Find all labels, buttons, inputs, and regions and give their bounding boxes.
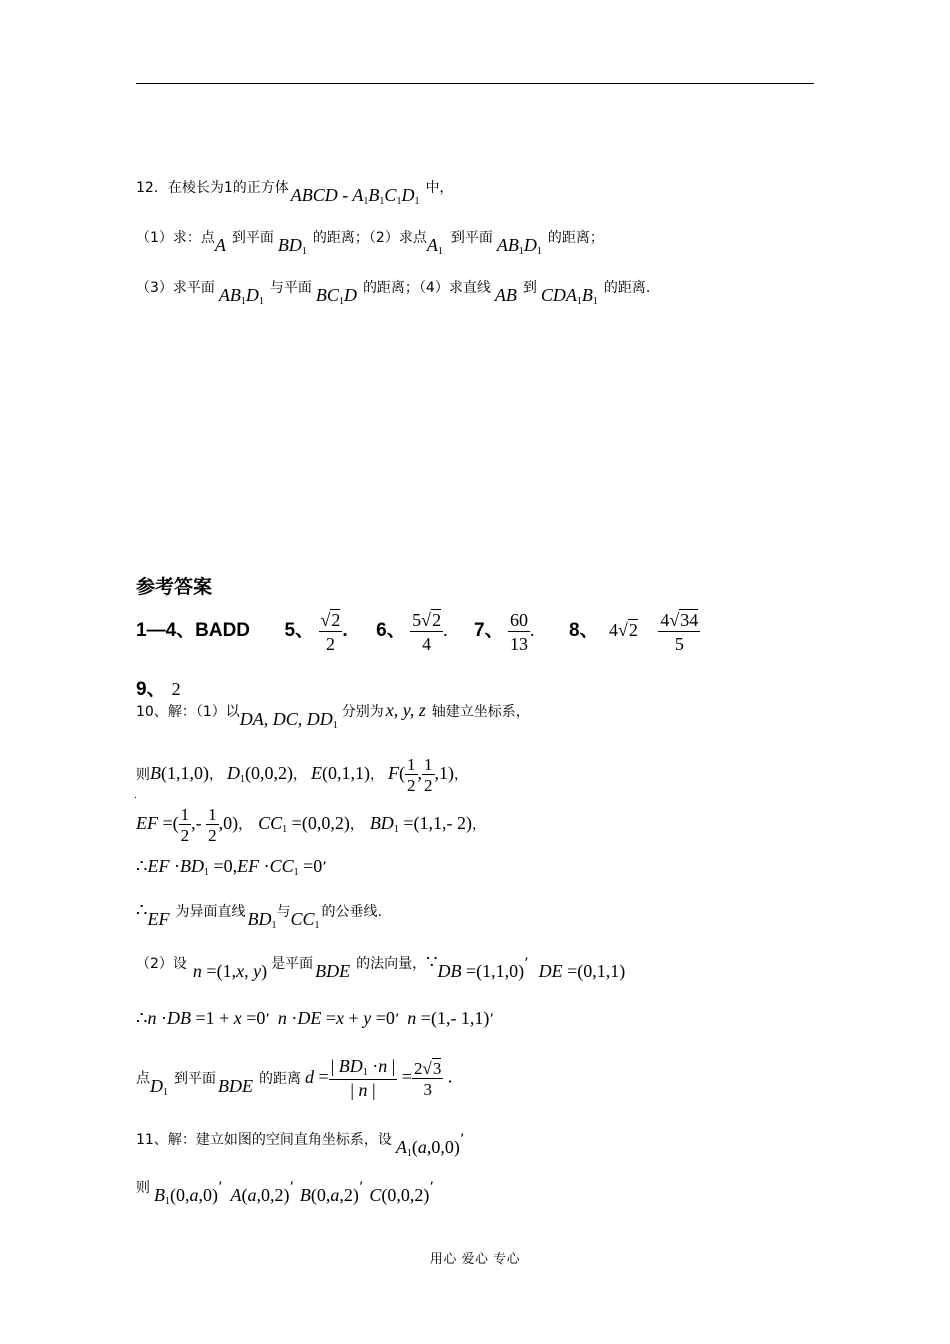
- q10-line1: 10、解：（1）以DA, DC, DD1分别为 x, y, z 轴建立坐标系，: [136, 700, 530, 731]
- q12-line3: （3）求平面 AB1D1与平面 BC1D 的距离；（4）求直线 AB 到 CDA1B1的距离.: [136, 280, 651, 307]
- q11-line1: 11、解：建立如图的空间直角坐标系，设 A1(a,0,0)’: [136, 1132, 465, 1159]
- q11-line2: 则 B1(0,a,0)’ A(a,0,2)’ B(0,a,2)’ C(0,0,2)’: [136, 1180, 434, 1207]
- answer7-fraction: $\frac{60}{13}$: [510, 610, 529, 654]
- q10-solve: ∴n ·DB =1 + x =0’ n ·DE =x + y =0’ n =(1,- 1,1)’: [136, 1008, 494, 1028]
- header-rule: [136, 83, 814, 84]
- q10-dot-products: ∴EF ·BD1 =0,EF ·CC1 =0’: [136, 856, 327, 878]
- answer9: 9、 2: [136, 679, 181, 700]
- q12-line1: 12．在棱长为1的正方体 ABCD - A1B1C1D1中，: [136, 180, 454, 207]
- stray-dot: .: [134, 790, 138, 801]
- answers-row: 1—4、BADD 5、 $\frac{√2}{2}$ . 6、 $\frac{5√2}{4}$ . 7、 $\frac{60}{13}$ . 8、 4√2 $\frac{4√34}{5}$: [136, 610, 699, 654]
- q10-normal: （2）设 n =(1,x, y) 是平面 BDE 的法向量，∵DB =(1,1,0)’ DE =(0,1,1): [136, 952, 626, 981]
- answers-heading: 参考答案: [136, 576, 213, 598]
- q12-line2: （1）求：点A 到平面 BD1的距离；（2）求点A1到平面 AB1D1的距离；: [136, 230, 604, 257]
- q10-distance: 点D1到平面 BDE 的距离 d = $\frac{| BD1 \cdot n |}{| n |}$ = $\frac{2√3}{3}$ .: [136, 1056, 453, 1100]
- q10-conclusion: ∴EF 为异面直线 BD1与CC1的公垂线.: [136, 900, 382, 931]
- page-footer: 用心 爱心 专心: [429, 1252, 521, 1267]
- q10-vectors: EF =( $\frac{1}{2}$ ,- $\frac{1}{2}$ ,0)， CC1 =(0,0,2)， BD1 =(1,1,- 2)，: [136, 805, 486, 845]
- answer5-fraction: $\frac{√2}{2}$: [320, 610, 341, 654]
- answer6-fraction: $\frac{5√2}{4}$: [412, 610, 442, 654]
- answer8-fraction: $\frac{4√34}{5}$: [660, 610, 699, 654]
- answer8-value1: 4√2: [609, 620, 638, 640]
- q10-points: 则B(1,1,0)， D1(0,0,2)， E(0,1,1)， F( $\frac{1}{2}$ , $\frac{1}{2}$ ,1)，: [136, 755, 468, 795]
